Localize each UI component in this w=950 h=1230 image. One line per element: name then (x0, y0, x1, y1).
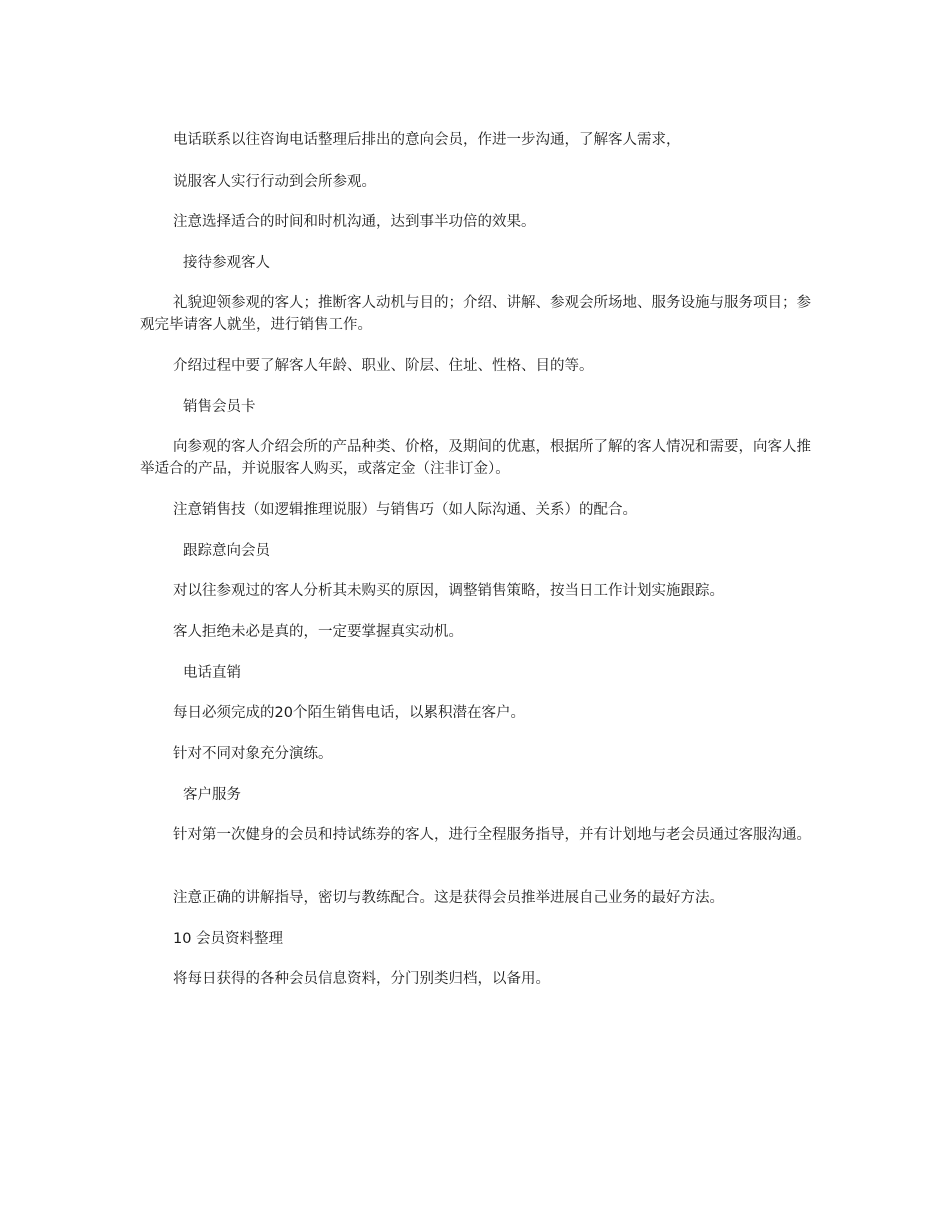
section-heading-reception: 接待参观客人 (183, 255, 270, 271)
paragraph-timing-note: 注意选择适合的时间和时机沟通，达到事半功倍的效果。 (173, 214, 536, 230)
paragraph-persuade-visit: 说服客人实行行动到会所参观。 (173, 174, 376, 190)
section-heading-member-records: 10 会员资料整理 (173, 931, 284, 947)
section-heading-follow-up: 跟踪意向会员 (183, 543, 270, 559)
paragraph-card-sales-note: 注意销售技（如逻辑推理说服）与销售巧（如人际沟通、关系）的配合。 (173, 502, 637, 518)
paragraph-customer-service-detail: 针对第一次健身的会员和持试练券的客人，进行全程服务指导，并有计划地与老会员通过客服沟通。 (173, 827, 811, 843)
paragraph-reception-detail: 礼貌迎领参观的客人；推断客人动机与目的；介绍、讲解、参观会所场地、服务设施与服务项目；参观完毕请客人就坐，进行销售工作。 (140, 295, 811, 333)
paragraph-follow-up-detail: 对以往参观过的客人分析其未购买的原因，调整销售策略，按当日工作计划实施跟踪。 (173, 583, 724, 599)
paragraph-telesales-detail: 每日必须完成的20个陌生销售电话，以累积潜在客户。 (173, 705, 525, 721)
paragraph-reception-note: 介绍过程中要了解客人年龄、职业、阶层、住址、性格、目的等。 (173, 358, 594, 374)
paragraph-telesales-note: 针对不同对象充分演练。 (173, 746, 333, 762)
section-heading-customer-service: 客户服务 (183, 787, 241, 803)
section-heading-card-sales: 销售会员卡 (183, 399, 256, 415)
paragraph-phone-contact: 电话联系以往咨询电话整理后排出的意向会员，作进一步沟通，了解客人需求， (173, 132, 681, 148)
paragraph-customer-service-note: 注意正确的讲解指导，密切与教练配合。这是获得会员推举进展自己业务的最好方法。 (173, 890, 724, 906)
section-heading-telesales: 电话直销 (183, 665, 241, 681)
paragraph-card-sales-detail: 向参观的客人介绍会所的产品种类、价格，及期间的优惠，根据所了解的客人情况和需要，向客人推举适合的产品，并说服客人购买，或落定金（注非订金）。 (140, 439, 811, 477)
paragraph-member-records-detail: 将每日获得的各种会员信息资料，分门别类归档，以备用。 (173, 971, 550, 987)
paragraph-follow-up-note: 客人拒绝未必是真的，一定要掌握真实动机。 (173, 624, 463, 640)
